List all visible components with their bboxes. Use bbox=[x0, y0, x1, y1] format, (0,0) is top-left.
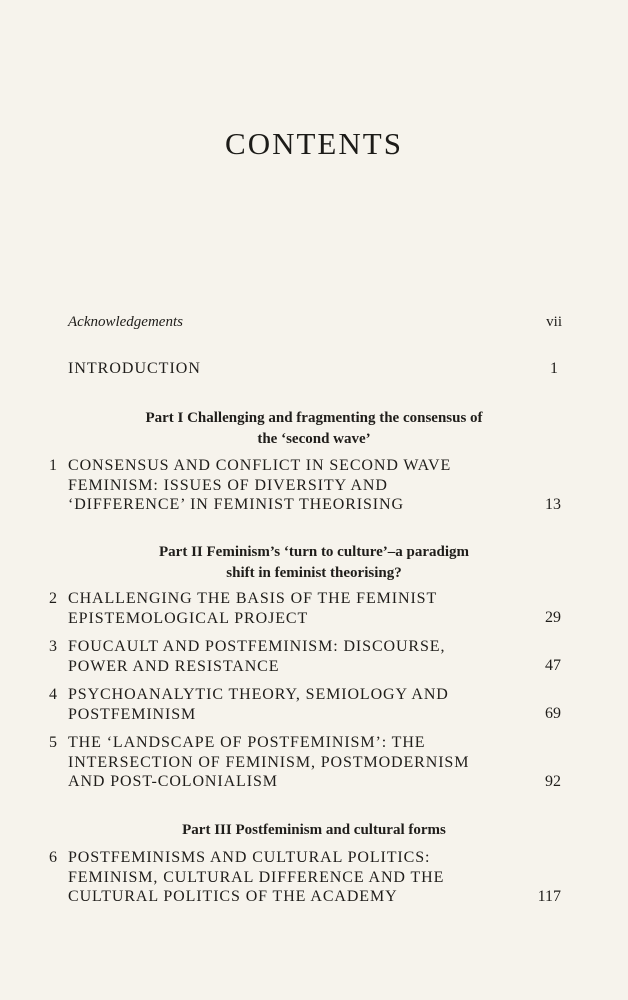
introduction-label: INTRODUCTION bbox=[68, 360, 201, 377]
part-2-heading-line2: shift in feminist theorising? bbox=[226, 565, 402, 581]
part-3-heading-line1: Part III Postfeminism and cultural forms bbox=[182, 822, 446, 838]
chapter-title: PSYCHOANALYTIC THEORY, SEMIOLOGY AND POSTFEMINISM bbox=[68, 686, 449, 723]
chapter-page-number: 29 bbox=[545, 609, 561, 626]
page-title: CONTENTS bbox=[225, 126, 403, 161]
part-3-heading bbox=[60, 820, 568, 841]
part-1-heading-line2: the ‘second wave’ bbox=[257, 431, 371, 447]
chapter-title: POSTFEMINISMS AND CULTURAL POLITICS: FEMINISM, CULTURAL DIFFERENCE AND THE CULTURAL POLITICS OF THE ACADEMY bbox=[68, 849, 445, 905]
chapter-number: 3 bbox=[49, 638, 57, 655]
chapter-page-number: 117 bbox=[537, 888, 561, 905]
chapter-page-number: 13 bbox=[545, 496, 561, 513]
chapter-title: CONSENSUS AND CONFLICT IN SECOND WAVE FEMINISM: ISSUES OF DIVERSITY AND ‘DIFFERENCE’ IN FEMINIST THEORISING bbox=[68, 457, 452, 513]
chapter-title: CHALLENGING THE BASIS OF THE FEMINIST EPISTEMOLOGICAL PROJECT bbox=[68, 590, 438, 627]
chapter-page-number: 47 bbox=[545, 657, 561, 674]
part-1-heading bbox=[60, 408, 568, 450]
chapter-number: 5 bbox=[49, 734, 57, 751]
chapter-title: THE ‘LANDSCAPE OF POSTFEMINISM’: THE INTERSECTION OF FEMINISM, POSTMODERNISM AND POST-COLONIALISM bbox=[68, 734, 470, 790]
chapter-number: 4 bbox=[49, 686, 57, 703]
part-2-heading-line1: Part II Feminism’s ‘turn to culture’–a paradigm bbox=[159, 544, 469, 560]
chapter-number: 6 bbox=[49, 849, 57, 866]
acknowledgements-page-number: vii bbox=[546, 314, 562, 330]
part-1-heading-line1: Part I Challenging and fragmenting the consensus of bbox=[145, 410, 483, 426]
introduction-page-number: 1 bbox=[550, 360, 558, 377]
acknowledgements-label: Acknowledgements bbox=[68, 314, 183, 330]
chapter-number: 2 bbox=[49, 590, 57, 607]
chapter-title: FOUCAULT AND POSTFEMINISM: DISCOURSE, POWER AND RESISTANCE bbox=[68, 638, 446, 675]
chapter-number: 1 bbox=[49, 457, 57, 474]
part-2-heading bbox=[60, 542, 568, 584]
chapter-page-number: 92 bbox=[545, 773, 561, 790]
chapter-page-number: 69 bbox=[545, 705, 561, 722]
